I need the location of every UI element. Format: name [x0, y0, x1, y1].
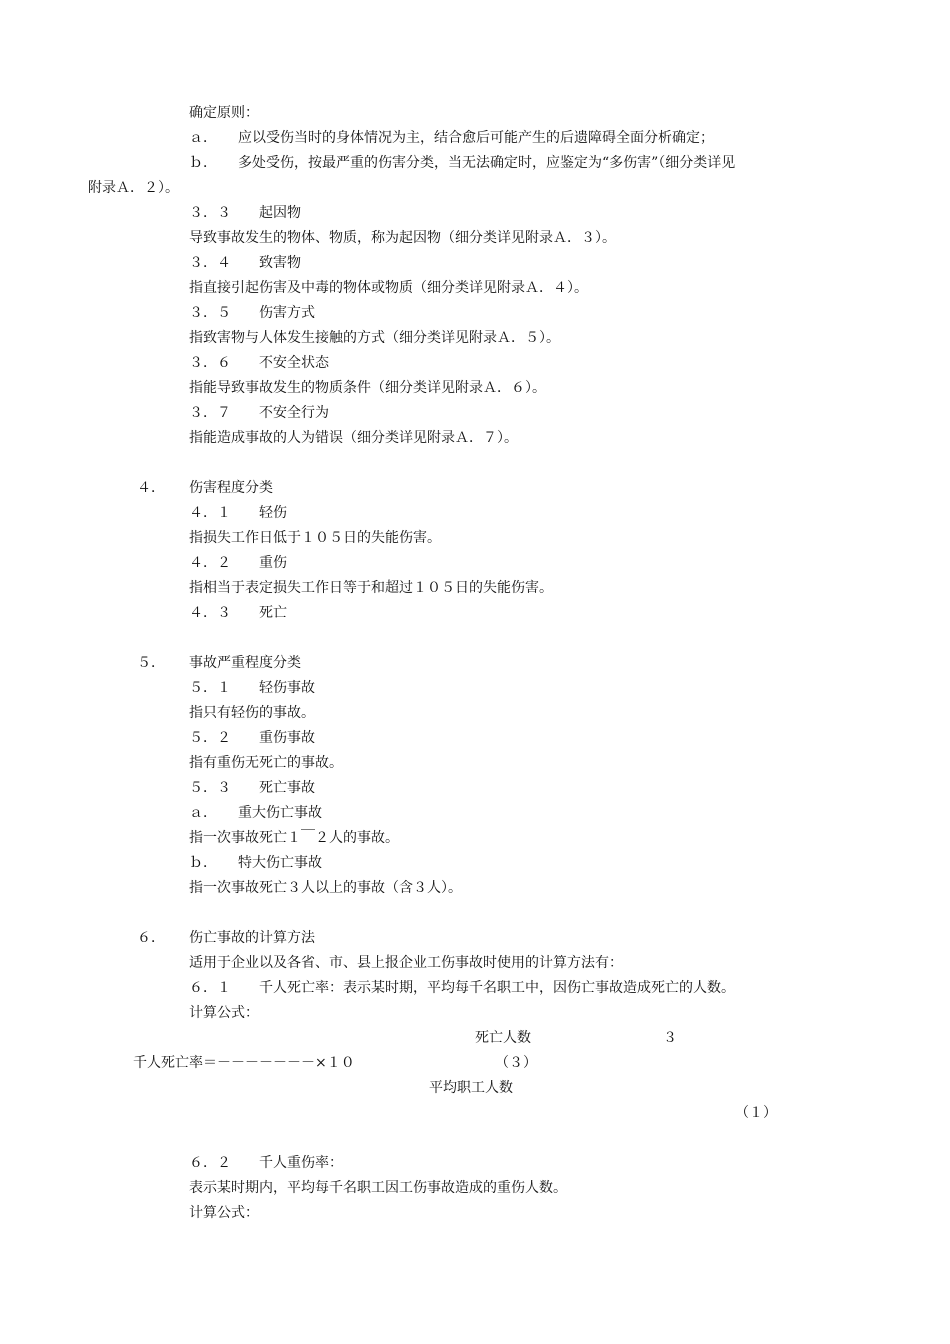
text-line: ３．６ 不安全状态: [189, 355, 329, 371]
text-line: ３: [663, 1030, 677, 1046]
text-line: 指一次事故死亡１￣２人的事故。: [189, 830, 399, 846]
text-line: ６．１ 千人死亡率：表示某时期，平均每千名职工中，因伤亡事故造成死亡的人数。: [189, 980, 735, 996]
text-line: 适用于企业以及各省、市、县上报企业工伤事故时使用的计算方法有：: [189, 955, 623, 971]
text-line: 表示某时期内，平均每千名职工因工伤事故造成的重伤人数。: [189, 1180, 567, 1196]
text-line: ４．１ 轻伤: [189, 505, 287, 521]
text-line: ５．２ 重伤事故: [189, 730, 315, 746]
text-line: ａ． 应以受伤当时的身体情况为主，结合愈后可能产生的后遗障碍全面分析确定；: [189, 130, 714, 146]
text-line: 指只有轻伤的事故。: [189, 705, 315, 721]
text-line: ３．３ 起因物: [189, 205, 301, 221]
text-line: 附录Ａ．２）。: [88, 180, 179, 196]
text-line: （１）: [735, 1105, 777, 1121]
text-line: 指损失工作日低于１０５日的失能伤害。: [189, 530, 441, 546]
text-line: ｂ． 多处受伤，按最严重的伤害分类，当无法确定时，应鉴定为“多伤害”（细分类详见: [189, 155, 736, 171]
text-line: 计算公式：: [189, 1205, 259, 1221]
text-line: 伤害程度分类: [189, 480, 273, 496]
text-line: ３．７ 不安全行为: [189, 405, 329, 421]
text-line: 计算公式：: [189, 1005, 259, 1021]
text-line: 平均职工人数: [429, 1080, 513, 1096]
text-line: 千人死亡率＝－－－－－－－×１０: [133, 1055, 355, 1071]
text-line: 指一次事故死亡３人以上的事故（含３人）。: [189, 880, 462, 896]
text-line: ５．: [137, 655, 165, 671]
text-line: （３）: [495, 1055, 537, 1071]
text-line: ３．４ 致害物: [189, 255, 301, 271]
text-line: 死亡人数: [475, 1030, 531, 1046]
text-line: 指致害物与人体发生接触的方式（细分类详见附录Ａ．５）。: [189, 330, 560, 346]
text-line: 指直接引起伤害及中毒的物体或物质（细分类详见附录Ａ．４）。: [189, 280, 588, 296]
text-line: 指有重伤无死亡的事故。: [189, 755, 343, 771]
text-line: 导致事故发生的物体、物质，称为起因物（细分类详见附录Ａ．３）。: [189, 230, 616, 246]
text-line: 事故严重程度分类: [189, 655, 301, 671]
text-line: 指能导致事故发生的物质条件（细分类详见附录Ａ．６）。: [189, 380, 546, 396]
text-line: 伤亡事故的计算方法: [189, 930, 315, 946]
text-line: ４．２ 重伤: [189, 555, 287, 571]
text-line: ６．２ 千人重伤率：: [189, 1155, 343, 1171]
text-line: ５．１ 轻伤事故: [189, 680, 315, 696]
text-line: ４．: [137, 480, 165, 496]
text-line: ６．: [137, 930, 165, 946]
text-line: ａ． 重大伤亡事故: [189, 805, 322, 821]
text-line: ４．３ 死亡: [189, 605, 287, 621]
text-line: 指能造成事故的人为错误（细分类详见附录Ａ．７）。: [189, 430, 518, 446]
text-line: ５．３ 死亡事故: [189, 780, 315, 796]
text-line: ３．５ 伤害方式: [189, 305, 315, 321]
text-line: 确定原则：: [189, 105, 259, 121]
text-line: 指相当于表定损失工作日等于和超过１０５日的失能伤害。: [189, 580, 553, 596]
text-line: ｂ． 特大伤亡事故: [189, 855, 322, 871]
